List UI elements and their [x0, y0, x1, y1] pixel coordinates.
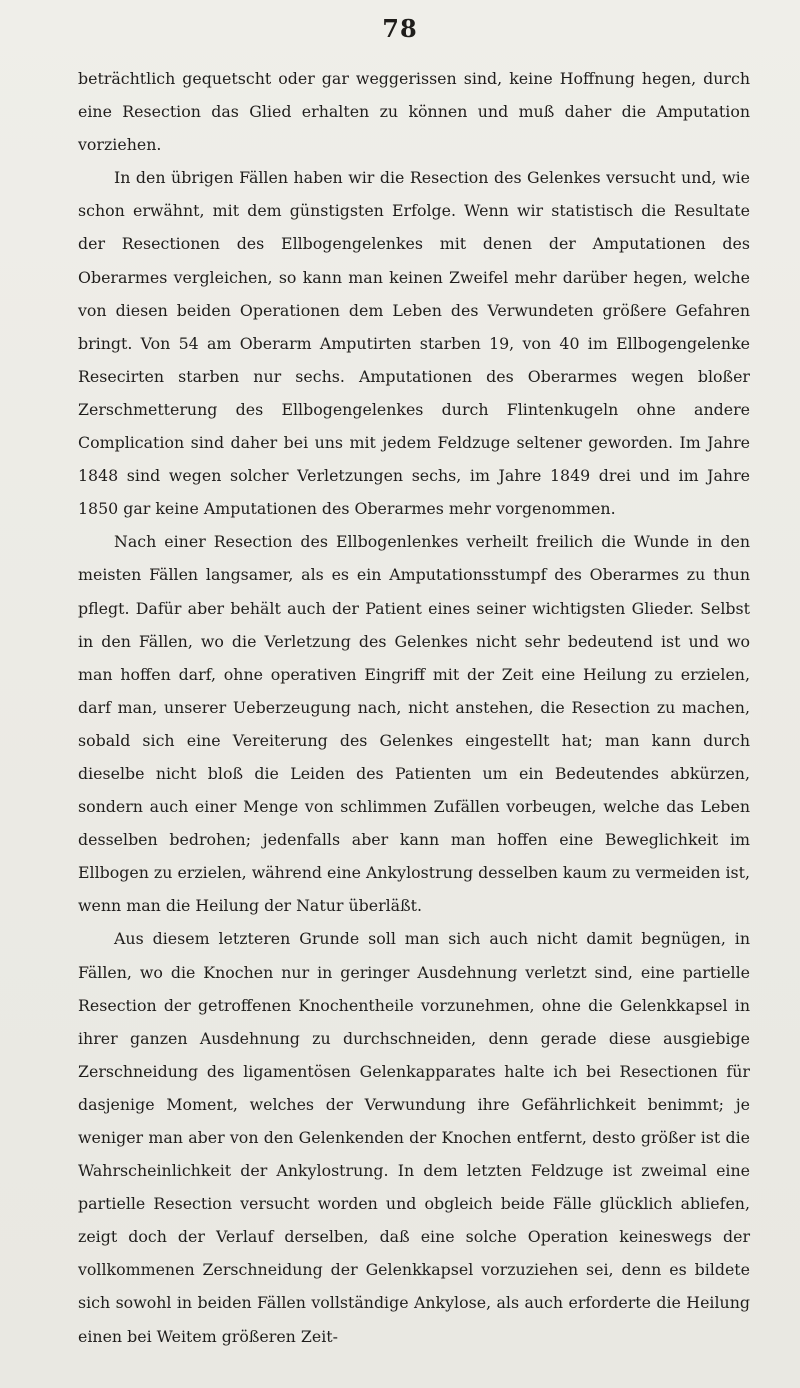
- paragraph-1: beträchtlich gequetscht oder gar weggerissen sind, keine Hoffnung hegen, durch eine Resection das Glied erhalten zu können und muß daher die Amputation vorziehen.: [78, 69, 750, 155]
- body-text: [78, 62, 750, 1353]
- paragraph-3: Nach einer Resection des Ellbogenlenkes verheilt freilich die Wunde in den meisten Fällen langsamer, als es ein Amputationsstumpf des Oberarmes zu thun pflegt. Dafür aber behält auch der Patient eines seiner wichtigsten Glieder. Selbst in den Fällen, wo die Verletzung des Gelenkes nicht sehr bedeutend ist und wo man hoffen darf, ohne operativen Eingriff mit der Zeit eine Heilung zu erzielen, darf man, unserer Ueberzeugung nach, nicht anstehen, die Resection zu machen, sobald sich eine Vereiterung des Gelenkes eingestellt hat; man kann durch dieselbe nicht bloß die Leiden des Patienten um ein Bedeutendes abkürzen, sondern auch einer Menge von schlimmen Zufällen vorbeugen, welche das Leben desselben bedrohen; jedenfalls aber kann man hoffen eine Beweglichkeit im Ellbogen zu erzielen, während eine Ankylostrung desselben kaum zu vermeiden ist, wenn man die Heilung der Natur überläßt.: [78, 532, 750, 916]
- paragraph-2: In den übrigen Fällen haben wir die Resection des Gelenkes versucht und, wie schon erwähnt, mit dem günstigsten Erfolge. Wenn wir statistisch die Resultate der Resectionen des Ellbogengelenkes mit denen der Amputationen des Oberarmes vergleichen, so kann man keinen Zweifel mehr darüber hegen, welche von diesen beiden Operationen dem Leben des Verwundeten größere Gefahren bringt. Von 54 am Oberarm Amputirten starben 19, von 40 im Ellbogengelenke Resecirten starben nur sechs. Amputationen des Oberarmes wegen bloßer Zerschmetterung des Ellbogengelenkes durch Flintenkugeln ohne andere Complication sind daher bei uns mit jedem Feldzuge seltener geworden. Im Jahre 1848 sind wegen solcher Verletzungen sechs, im Jahre 1849 drei und im Jahre 1850 gar keine Amputationen des Oberarmes mehr vorgenommen.: [78, 168, 750, 519]
- paragraph-4: Aus diesem letzteren Grunde soll man sich auch nicht damit begnügen, in Fällen, wo die Knochen nur in geringer Ausdehnung verletzt sind, eine partielle Resection der getroffenen Knochentheile vorzunehmen, ohne die Gelenkkapsel in ihrer ganzen Ausdehnung zu durchschneiden, denn gerade diese ausgiebige Zerschneidung des ligamentösen Gelenkapparates halte ich bei Resectionen für dasjenige Moment, welches der Verwundung ihre Gefährlichkeit benimmt; je weniger man aber von den Gelenkenden der Knochen entfernt, desto größer ist die Wahrscheinlichkeit der Ankylostrung. In dem letzten Feldzuge ist zweimal eine partielle Resection versucht worden und obgleich beide Fälle glücklich abliefen, zeigt doch der Verlauf derselben, daß eine solche Operation keineswegs der vollkommenen Zerschneidung der Gelenkkapsel vorzuziehen sei, denn es bildete sich sowohl in beiden Fällen vollständige Ankylose, als auch erforderte die Heilung einen bei Weitem größeren Zeit-: [78, 929, 750, 1346]
- page-number: 78: [382, 14, 418, 43]
